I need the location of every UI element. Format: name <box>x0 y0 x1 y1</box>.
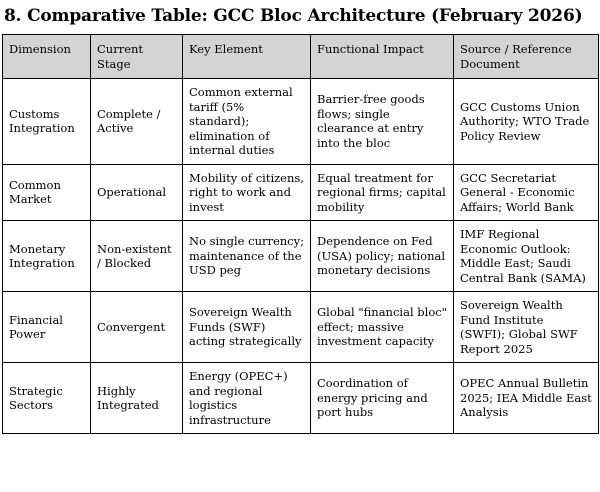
cell-key-element: Sovereign Wealth Funds (SWF) acting strategically <box>183 292 311 363</box>
table-row <box>3 292 599 363</box>
cell-dimension: Financial Power <box>3 292 91 363</box>
cell-functional-impact: Barrier-free goods flows; single clearance at entry into the bloc <box>311 79 454 165</box>
cell-dimension: Common Market <box>3 164 91 221</box>
cell-current-stage: Complete / Active <box>91 79 183 165</box>
cell-dimension: Customs Integration <box>3 79 91 165</box>
table-row <box>3 221 599 292</box>
column-header-dimension: Dimension <box>3 35 91 79</box>
table-header-row <box>3 35 599 79</box>
cell-functional-impact: Equal treatment for regional firms; capital mobility <box>311 164 454 221</box>
cell-functional-impact: Dependence on Fed (USA) policy; national monetary decisions <box>311 221 454 292</box>
cell-current-stage: Operational <box>91 164 183 221</box>
cell-source-reference: OPEC Annual Bulletin 2025; IEA Middle East Analysis <box>454 363 599 434</box>
table-row <box>3 79 599 165</box>
comparative-table <box>2 34 599 434</box>
table-body <box>3 79 599 434</box>
column-header-key-element: Key Element <box>183 35 311 79</box>
cell-key-element: Mobility of citizens, right to work and invest <box>183 164 311 221</box>
cell-key-element: Common external tariff (5% standard); elimination of internal duties <box>183 79 311 165</box>
cell-current-stage: Non-existent / Blocked <box>91 221 183 292</box>
cell-dimension: Strategic Sectors <box>3 363 91 434</box>
cell-key-element: Energy (OPEC+) and regional logistics infrastructure <box>183 363 311 434</box>
cell-current-stage: Highly Integrated <box>91 363 183 434</box>
cell-dimension: Monetary Integration <box>3 221 91 292</box>
page-title: 8. Comparative Table: GCC Bloc Architecture (February 2026) <box>4 6 583 26</box>
cell-functional-impact: Coordination of energy pricing and port hubs <box>311 363 454 434</box>
column-header-source-reference: Source / Reference Document <box>454 35 599 79</box>
cell-current-stage: Convergent <box>91 292 183 363</box>
table-header <box>3 35 599 79</box>
cell-functional-impact: Global "financial bloc" effect; massive investment capacity <box>311 292 454 363</box>
cell-source-reference: IMF Regional Economic Outlook: Middle East; Saudi Central Bank (SAMA) <box>454 221 599 292</box>
cell-source-reference: GCC Customs Union Authority; WTO Trade Policy Review <box>454 79 599 165</box>
cell-source-reference: Sovereign Wealth Fund Institute (SWFI); Global SWF Report 2025 <box>454 292 599 363</box>
cell-key-element: No single currency; maintenance of the USD peg <box>183 221 311 292</box>
column-header-current-stage: Current Stage <box>91 35 183 79</box>
cell-source-reference: GCC Secretariat General - Economic Affairs; World Bank <box>454 164 599 221</box>
column-header-functional-impact: Functional Impact <box>311 35 454 79</box>
table-row <box>3 363 599 434</box>
table-row <box>3 164 599 221</box>
